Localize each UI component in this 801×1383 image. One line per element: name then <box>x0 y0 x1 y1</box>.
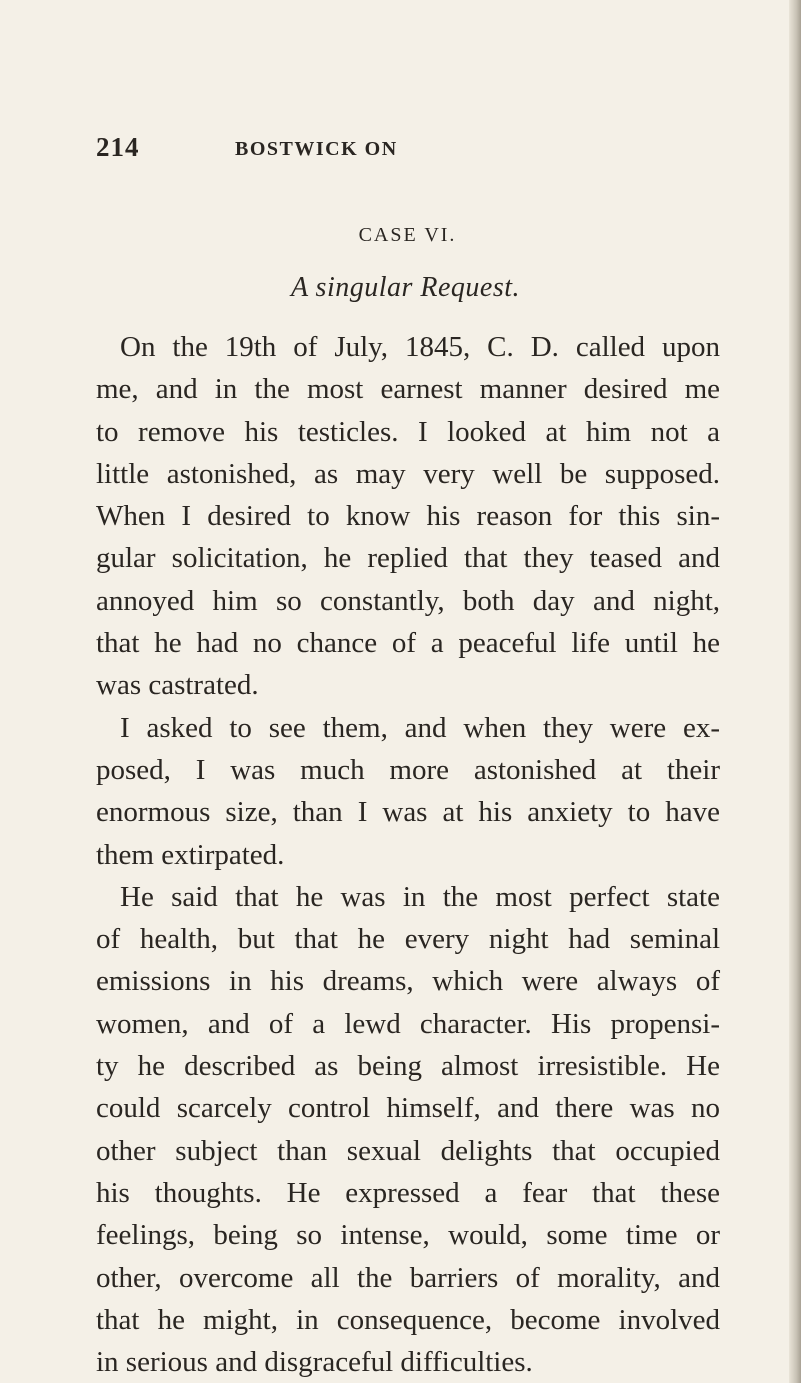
text-line: posed, I was much more astonished at their <box>96 753 720 786</box>
text-line: little astonished, as may very well be supposed. <box>96 457 720 490</box>
text-line: When I desired to know his reason for this sin- <box>96 500 720 533</box>
text-line: could scarcely control himself, and there was no <box>96 1092 720 1125</box>
text-line: me, and in the most earnest manner desired me <box>96 373 720 406</box>
text-line: annoyed him so constantly, both day and night, <box>96 584 720 617</box>
text-line: that he might, in consequence, become involved <box>96 1303 720 1336</box>
text-line: was castrated. <box>96 669 259 702</box>
page-number: 214 <box>96 132 140 162</box>
text-line: in serious and disgraceful difficulties. <box>96 1346 533 1379</box>
body-text <box>96 326 720 1383</box>
page-header <box>96 132 696 168</box>
case-title: CASE VI. <box>358 224 457 246</box>
text-line: enormous size, than I was at his anxiety to have <box>96 796 720 829</box>
text-line: other, overcome all the barriers of morality, and <box>96 1261 720 1294</box>
text-line: He said that he was in the most perfect state <box>120 880 720 913</box>
text-line: other subject than sexual delights that occupied <box>96 1134 720 1167</box>
text-line: gular solicitation, he replied that they teased and <box>96 542 720 575</box>
text-line: that he had no chance of a peaceful life until he <box>96 627 720 660</box>
text-line: ty he described as being almost irresistible. He <box>96 1050 720 1083</box>
text-line: emissions in his dreams, which were always of <box>96 965 720 998</box>
case-subtitle: A singular Request. <box>290 272 521 303</box>
text-line: them extirpated. <box>96 838 285 871</box>
page-edge-shadow <box>789 0 801 1383</box>
text-line: I asked to see them, and when they were ex- <box>120 711 720 744</box>
text-line: feelings, being so intense, would, some time or <box>96 1219 720 1252</box>
text-line: to remove his testicles. I looked at him not a <box>96 415 720 448</box>
text-line: of health, but that he every night had seminal <box>96 923 720 956</box>
text-line: On the 19th of July, 1845, C. D. called upon <box>120 331 720 363</box>
running-head: BOSTWICK ON <box>235 138 398 160</box>
text-line: women, and of a lewd character. His propensi- <box>96 1007 720 1040</box>
text-line: his thoughts. He expressed a fear that these <box>96 1176 720 1209</box>
